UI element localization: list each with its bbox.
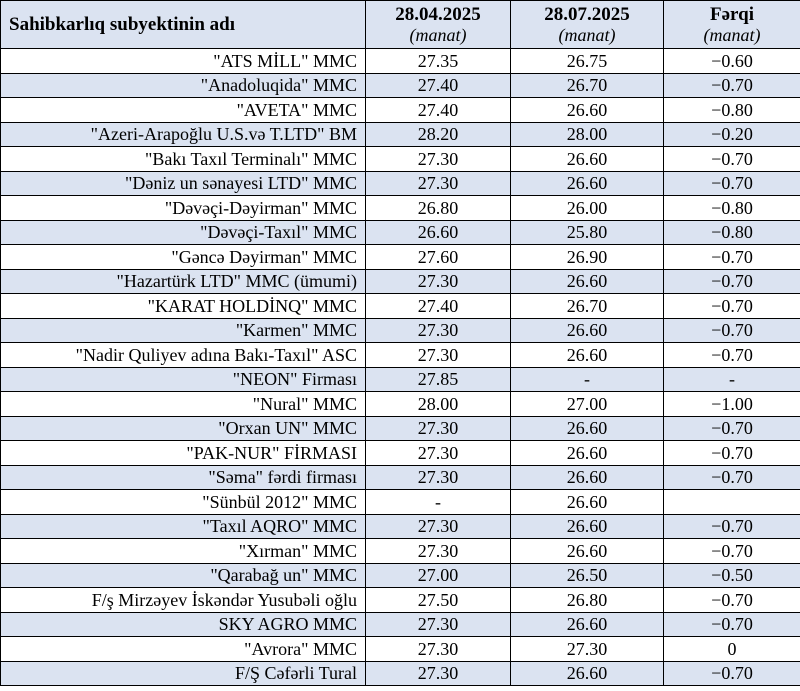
price-difference-cell: −1.00 (664, 392, 800, 417)
price-date-1-cell: 27.30 (366, 661, 511, 686)
entity-name-cell: "Qarabağ un" MMC (1, 563, 366, 588)
price-difference-cell: −0.70 (664, 294, 800, 319)
price-date-1-cell: 27.30 (366, 269, 511, 294)
price-date-2-cell: 26.75 (511, 49, 664, 74)
header-row (1, 1, 800, 49)
header-difference-label: Fərqi (710, 3, 754, 25)
price-date-2-cell: 26.60 (511, 171, 664, 196)
table-row (1, 49, 800, 74)
entity-name-cell: "Nural" MMC (1, 392, 366, 417)
table-row (1, 539, 800, 564)
table-row (1, 122, 800, 147)
table-row (1, 269, 800, 294)
price-date-1-cell: 27.30 (366, 318, 511, 343)
price-difference-cell: 0 (664, 637, 800, 662)
price-date-1-cell: 27.35 (366, 49, 511, 74)
price-difference-cell: −0.80 (664, 220, 800, 245)
price-date-1-cell: 26.80 (366, 196, 511, 221)
entity-name-cell: "Dəvəçi-Taxıl" MMC (1, 220, 366, 245)
entity-name-cell: "PAK-NUR" FİRMASI (1, 441, 366, 466)
price-date-1-cell: 27.30 (366, 637, 511, 662)
price-difference-cell: −0.80 (664, 196, 800, 221)
price-difference-cell: −0.70 (664, 539, 800, 564)
price-difference-cell (664, 490, 800, 515)
entity-name-cell: "Orxan UN" MMC (1, 416, 366, 441)
price-difference-cell: −0.20 (664, 122, 800, 147)
price-date-1-cell: 27.30 (366, 343, 511, 368)
price-date-2-cell: 26.70 (511, 294, 664, 319)
entity-name-cell: "Səma" fərdi firması (1, 465, 366, 490)
entity-name-cell: "NEON" Firması (1, 367, 366, 392)
table-row (1, 416, 800, 441)
table-row (1, 343, 800, 368)
price-date-2-cell: 25.80 (511, 220, 664, 245)
table-header (1, 1, 800, 49)
table-row (1, 367, 800, 392)
header-difference-unit: (manat) (703, 24, 761, 45)
header-date-1-unit: (manat) (409, 24, 467, 45)
table-body (1, 49, 800, 686)
table-row (1, 318, 800, 343)
price-difference-cell: - (664, 367, 800, 392)
entity-name-cell: "Gəncə Dəyirman" MMC (1, 245, 366, 270)
price-date-2-cell: 26.50 (511, 563, 664, 588)
price-date-2-cell: 26.60 (511, 318, 664, 343)
price-difference-cell: −0.80 (664, 98, 800, 123)
table-row (1, 563, 800, 588)
price-date-1-cell: 27.85 (366, 367, 511, 392)
price-date-1-cell: 27.40 (366, 98, 511, 123)
table-row (1, 220, 800, 245)
price-difference-cell: −0.70 (664, 245, 800, 270)
entity-name-cell: "KARAT HOLDİNQ" MMC (1, 294, 366, 319)
table-row (1, 465, 800, 490)
table-row (1, 661, 800, 686)
table-row (1, 612, 800, 637)
entity-name-cell: "Azeri-Arapoğlu U.S.və T.LTD" BM (1, 122, 366, 147)
table-row (1, 392, 800, 417)
price-date-2-cell: 26.60 (511, 539, 664, 564)
entity-name-cell: F/ş Mirzəyev İskəndər Yusubəli oğlu (1, 588, 366, 613)
price-date-2-cell: 26.60 (511, 661, 664, 686)
price-date-1-cell: 27.40 (366, 73, 511, 98)
table-row (1, 294, 800, 319)
table-row (1, 441, 800, 466)
price-date-1-cell: 27.60 (366, 245, 511, 270)
entity-name-cell: SKY AGRO MMC (1, 612, 366, 637)
price-date-1-cell: 27.30 (366, 171, 511, 196)
price-difference-cell: −0.70 (664, 465, 800, 490)
price-date-2-cell: 26.90 (511, 245, 664, 270)
entity-name-cell: "Dəniz un sənayesi LTD" MMC (1, 171, 366, 196)
price-difference-cell: −0.50 (664, 563, 800, 588)
price-date-2-cell: 26.60 (511, 98, 664, 123)
price-date-1-cell: 27.30 (366, 539, 511, 564)
price-date-1-cell: 27.00 (366, 563, 511, 588)
entity-name-cell: "Dəvəçi-Dəyirman" MMC (1, 196, 366, 221)
header-date-1-label: 28.04.2025 (395, 3, 481, 25)
price-difference-cell: −0.70 (664, 171, 800, 196)
entity-name-cell: "Xırman" MMC (1, 539, 366, 564)
price-date-1-cell: - (366, 490, 511, 515)
header-date-2 (511, 1, 664, 49)
entity-name-cell: "Bakı Taxıl Terminalı" MMC (1, 147, 366, 172)
price-difference-cell: −0.70 (664, 661, 800, 686)
header-date-1 (366, 1, 511, 49)
price-date-2-cell: 26.00 (511, 196, 664, 221)
entity-name-cell: "Hazartürk LTD" MMC (ümumi) (1, 269, 366, 294)
price-date-1-cell: 27.30 (366, 416, 511, 441)
table-row (1, 98, 800, 123)
price-date-2-cell: 26.60 (511, 490, 664, 515)
price-date-1-cell: 27.30 (366, 514, 511, 539)
price-difference-cell: −0.70 (664, 318, 800, 343)
header-difference (664, 1, 800, 49)
price-date-1-cell: 27.50 (366, 588, 511, 613)
price-date-2-cell: - (511, 367, 664, 392)
price-difference-cell: −0.70 (664, 612, 800, 637)
price-difference-cell: −0.70 (664, 416, 800, 441)
price-difference-cell: −0.70 (664, 588, 800, 613)
price-date-1-cell: 26.60 (366, 220, 511, 245)
entity-name-cell: "Anadoluqida" MMC (1, 73, 366, 98)
price-difference-cell: −0.60 (664, 49, 800, 74)
price-difference-cell: −0.70 (664, 343, 800, 368)
price-date-1-cell: 28.00 (366, 392, 511, 417)
entity-name-cell: "Nadir Quliyev adına Bakı-Taxıl" ASC (1, 343, 366, 368)
price-difference-cell: −0.70 (664, 147, 800, 172)
price-difference-cell: −0.70 (664, 441, 800, 466)
header-date-2-label: 28.07.2025 (544, 3, 630, 25)
table-row (1, 147, 800, 172)
price-date-1-cell: 28.20 (366, 122, 511, 147)
entity-name-cell: "Avrora" MMC (1, 637, 366, 662)
price-difference-cell: −0.70 (664, 269, 800, 294)
entity-name-cell: "Sünbül 2012" MMC (1, 490, 366, 515)
price-date-2-cell: 27.30 (511, 637, 664, 662)
price-date-2-cell: 28.00 (511, 122, 664, 147)
table-row (1, 588, 800, 613)
entity-name-cell: F/Ş Cəfərli Tural (1, 661, 366, 686)
entity-name-cell: "AVETA" MMC (1, 98, 366, 123)
header-entity-name: Sahibkarlıq subyektinin adı (1, 1, 366, 49)
price-date-2-cell: 26.80 (511, 588, 664, 613)
price-date-1-cell: 27.40 (366, 294, 511, 319)
price-date-2-cell: 26.60 (511, 147, 664, 172)
price-date-2-cell: 26.70 (511, 73, 664, 98)
price-date-2-cell: 27.00 (511, 392, 664, 417)
price-date-2-cell: 26.60 (511, 343, 664, 368)
price-difference-cell: −0.70 (664, 73, 800, 98)
entity-name-cell: "ATS MİLL" MMC (1, 49, 366, 74)
table-row (1, 490, 800, 515)
price-date-2-cell: 26.60 (511, 269, 664, 294)
price-date-1-cell: 27.30 (366, 147, 511, 172)
table-row (1, 196, 800, 221)
price-date-1-cell: 27.30 (366, 465, 511, 490)
price-date-2-cell: 26.60 (511, 612, 664, 637)
header-date-2-unit: (manat) (558, 24, 616, 45)
entity-name-cell: "Taxıl AQRO" MMC (1, 514, 366, 539)
table-row (1, 514, 800, 539)
table-row (1, 637, 800, 662)
table-row (1, 171, 800, 196)
price-date-2-cell: 26.60 (511, 416, 664, 441)
table-row (1, 73, 800, 98)
price-date-2-cell: 26.60 (511, 441, 664, 466)
price-date-2-cell: 26.60 (511, 514, 664, 539)
price-date-1-cell: 27.30 (366, 441, 511, 466)
price-difference-cell: −0.70 (664, 514, 800, 539)
price-date-2-cell: 26.60 (511, 465, 664, 490)
table-row (1, 245, 800, 270)
price-date-1-cell: 27.30 (366, 612, 511, 637)
entity-name-cell: "Karmen" MMC (1, 318, 366, 343)
